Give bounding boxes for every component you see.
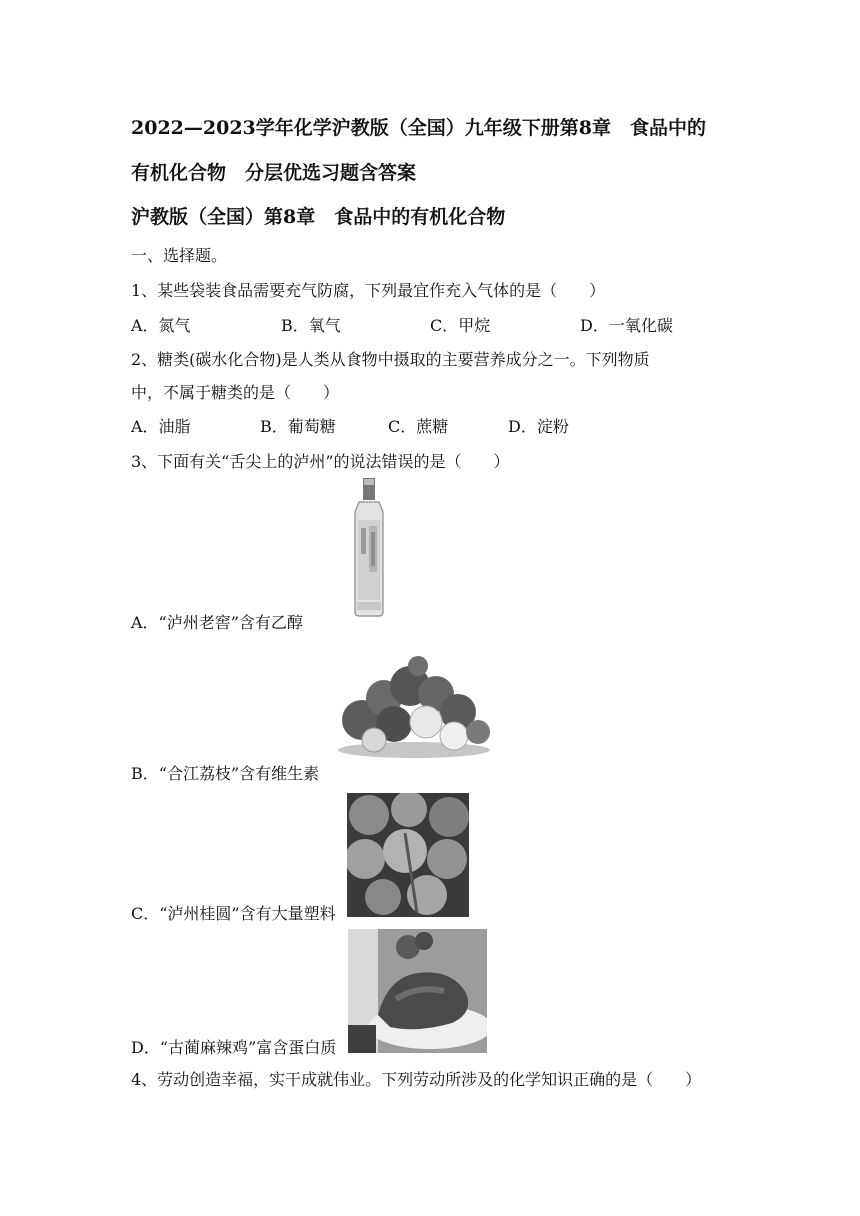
q1-option-d: D．一氧化碳: [580, 316, 673, 335]
q3-option-b: B．“合江荔枝”含有维生素: [131, 764, 320, 783]
q2-stem-line-2: 中，不属于糖类的是（ ）: [131, 383, 340, 402]
doc-subtitle: 沪教版（全国）第8章 食品中的有机化合物: [131, 206, 506, 228]
lychee-image: [334, 654, 492, 760]
q3-stem: 3、下面有关“舌尖上的泸州”的说法错误的是（ ）: [131, 452, 510, 471]
spicy-chicken-image: [348, 929, 487, 1053]
liquor-bottle-image: [345, 476, 393, 618]
q1-option-a: A．氮气: [131, 316, 191, 335]
q2-option-b: B．葡萄糖: [260, 417, 336, 436]
q1-stem: 1、某些袋装食品需要充气防腐，下列最宜作充入气体的是（ ）: [131, 281, 606, 300]
q2-stem-line-1: 2、糖类(碳水化合物)是人类从食物中摄取的主要营养成分之一。下列物质: [131, 350, 650, 369]
q2-option-d: D．淀粉: [508, 417, 569, 436]
q1-option-b: B．氧气: [281, 316, 341, 335]
q2-option-a: A．油脂: [131, 417, 191, 436]
q2-option-c: C．蔗糖: [388, 417, 449, 436]
q3-option-a: A．“泸州老窖”含有乙醇: [131, 613, 303, 632]
longan-image: [347, 793, 469, 917]
section-heading: 一、选择题。: [131, 246, 228, 265]
q3-option-d: D．“古蔺麻辣鸡”富含蛋白质: [131, 1038, 337, 1057]
q3-option-c: C．“泸州桂圆”含有大量塑料: [131, 904, 336, 923]
doc-title-line-1: 2022—2023学年化学沪教版（全国）九年级下册第8章 食品中的: [131, 117, 706, 139]
q1-option-c: C．甲烷: [430, 316, 491, 335]
q4-stem: 4、劳动创造幸福，实干成就伟业。下列劳动所涉及的化学知识正确的是（ ）: [131, 1070, 702, 1089]
doc-title-line-2: 有机化合物 分层优选习题含答案: [131, 162, 417, 184]
